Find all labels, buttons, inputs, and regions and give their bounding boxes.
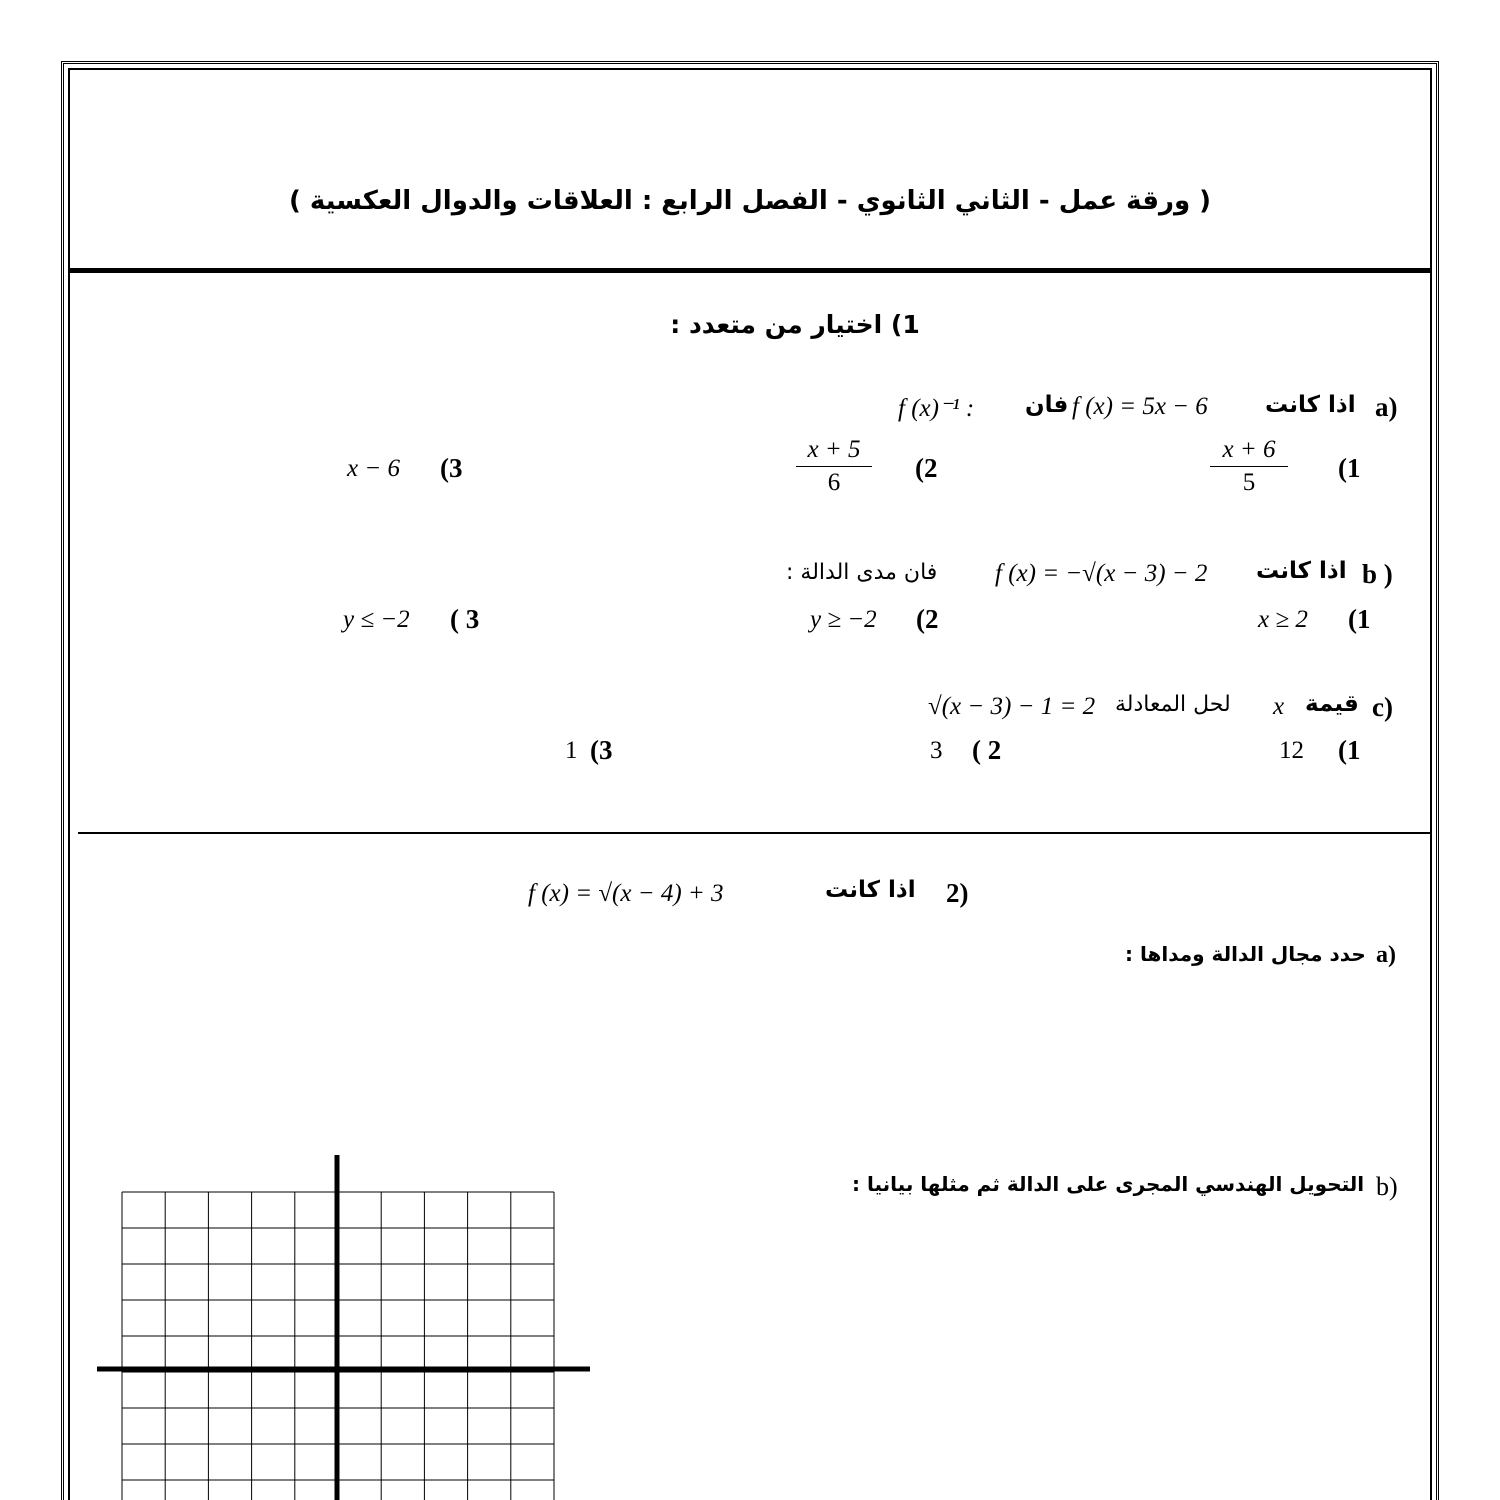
middle-text: لحل المعادلة: [1115, 692, 1231, 717]
option-number: (2: [916, 604, 939, 634]
function-expression: f (x) = √(x − 4) + 3: [528, 880, 724, 907]
option-2-value[interactable]: 3: [930, 737, 943, 764]
option-3-value[interactable]: x − 6: [347, 455, 400, 482]
question-label: a): [1375, 392, 1398, 422]
option-number: ( 2: [972, 735, 1002, 765]
variable: x: [1273, 693, 1285, 720]
question-prefix: اذا كانت: [825, 877, 916, 903]
option-number: (1: [1338, 453, 1361, 483]
worksheet-title: ( ورقة عمل - الثاني الثانوي - الفصل الرابع : العلاقات والدوال العكسية ): [288, 186, 1212, 216]
section-1-heading: 1) اختيار من متعدد :: [670, 310, 920, 339]
question-label: b ): [1362, 559, 1393, 589]
denominator: 5: [1242, 469, 1256, 496]
option-2-value[interactable]: y ≥ −2: [810, 606, 877, 633]
option-number: ( 3: [450, 604, 480, 634]
option-number: (2: [915, 453, 938, 483]
then-label: فان: [1025, 392, 1069, 418]
numerator: x + 6: [1210, 436, 1288, 467]
function-expression: f (x) = 5x − 6: [1072, 393, 1208, 420]
option-1-value[interactable]: 12: [1279, 737, 1304, 764]
denominator: 6: [827, 469, 841, 496]
part-a-text: حدد مجال الدالة ومداها :: [1125, 942, 1366, 966]
numerator: x + 5: [796, 436, 872, 467]
question-label: 2): [946, 878, 969, 908]
option-number: (3: [440, 453, 463, 483]
then-label: فان مدى الدالة :: [786, 560, 938, 585]
option-number: (1: [1338, 735, 1361, 765]
option-number: (1: [1348, 604, 1371, 634]
option-1-value[interactable]: x ≥ 2: [1258, 606, 1308, 633]
part-label: b): [1376, 1172, 1398, 1201]
option-number: (3: [590, 735, 613, 765]
question-prefix: اذا كانت: [1265, 392, 1356, 418]
part-b-text: التحويل الهندسي المجرى على الدالة ثم مثلها بيانيا :: [852, 1172, 1365, 1196]
option-3-value[interactable]: 1: [565, 737, 578, 764]
part-label: a): [1376, 942, 1396, 968]
option-3-value[interactable]: y ≤ −2: [343, 606, 410, 633]
inverse-expression: f (x)⁻¹ :: [898, 395, 975, 422]
function-expression: f (x) = −√(x − 3) − 2: [995, 560, 1208, 587]
question-label: c): [1372, 692, 1393, 722]
question-prefix: قيمة: [1305, 691, 1359, 717]
equation: √(x − 3) − 1 = 2: [928, 693, 1096, 720]
question-prefix: اذا كانت: [1256, 558, 1347, 584]
